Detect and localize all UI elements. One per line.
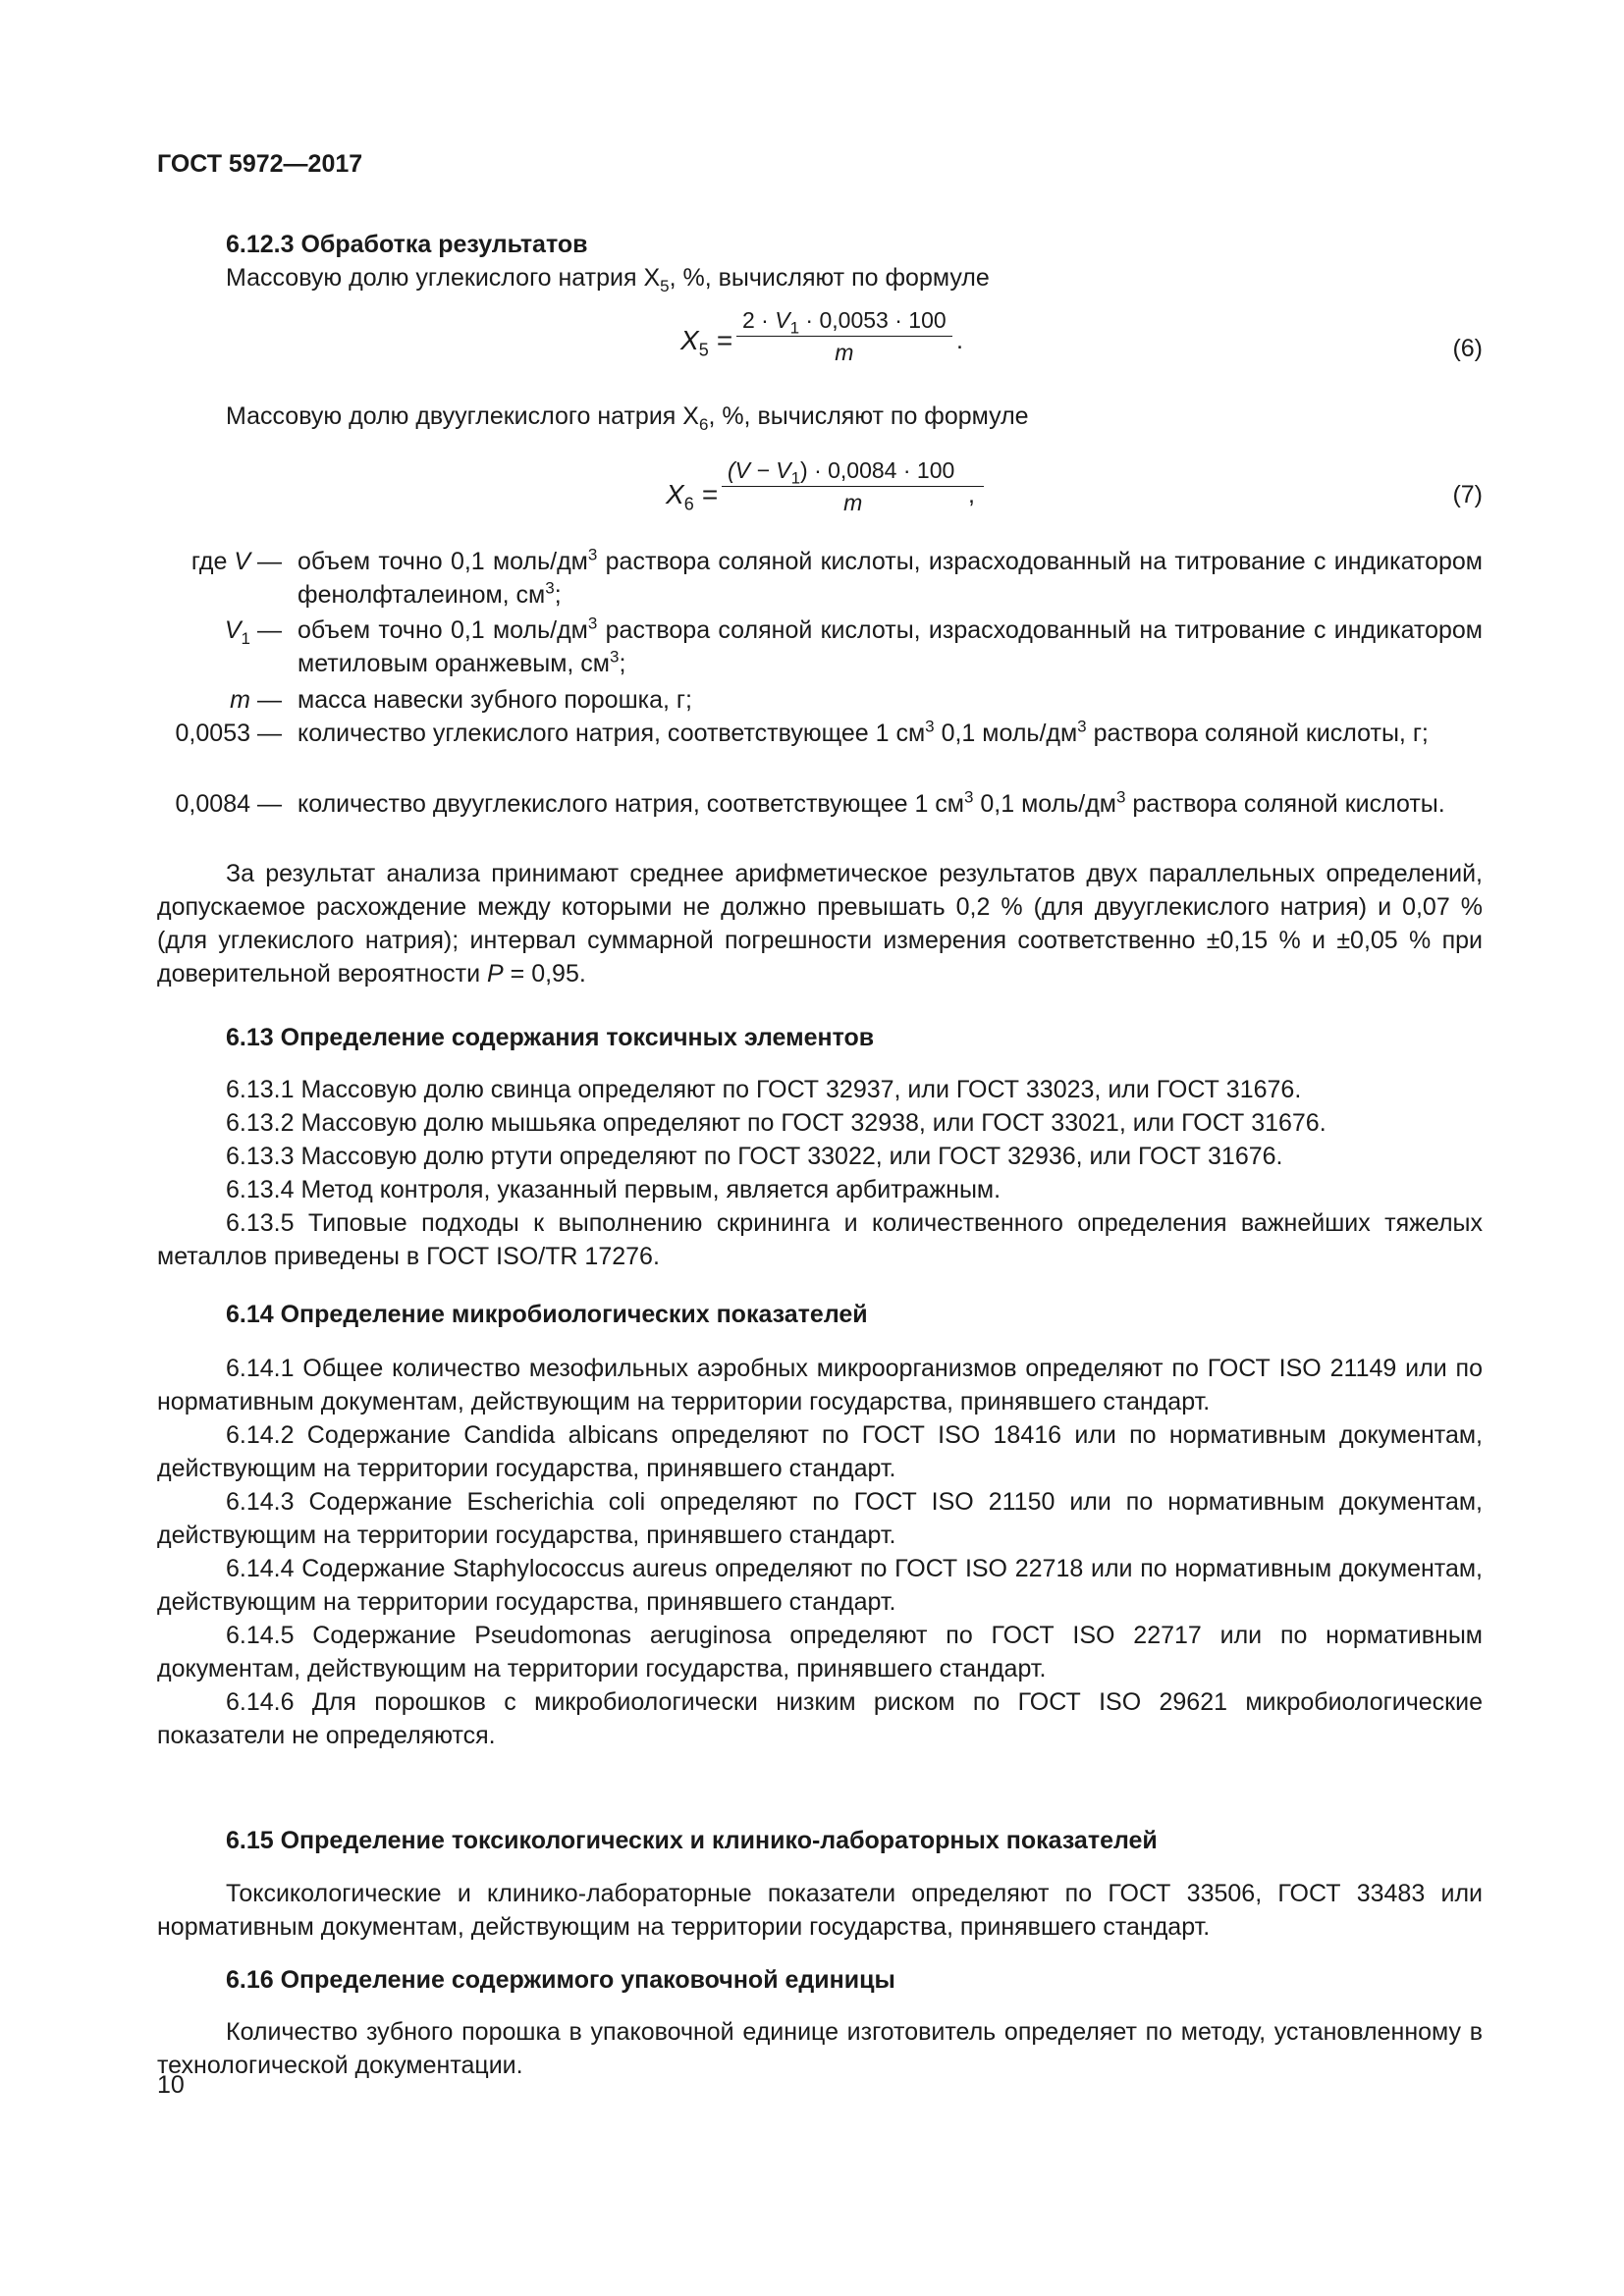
list-item: 6.14.6 Для порошков с микробиологически низким риском по ГОСТ ISO 29621 микробиологические показатели не определяются. bbox=[157, 1688, 1483, 1749]
formula-7-number: (7) bbox=[1452, 481, 1483, 508]
section-6-13-items bbox=[157, 1073, 1483, 1273]
formula-6-fraction: $\frac{2 \cdot V_1 \cdot 0,0053 \cdot 100}{m}$ bbox=[736, 306, 952, 366]
list-item: 6.14.1 Общее количество мезофильных аэробных микроорганизмов определяют по ГОСТ ISO 21149 или по нормативным документам, действующим на территории государства, принявшего стандарт. bbox=[157, 1355, 1483, 1415]
section-6-16-text: Количество зубного порошка в упаковочной единице изготовитель определяет по методу, установленному в технологической документации. bbox=[157, 2018, 1483, 2079]
section-6-16-title: 6.16 Определение содержимого упаковочной единицы bbox=[226, 1966, 895, 1994]
list-item: 6.14.2 Содержание Candida albicans определяют по ГОСТ ISO 18416 или по нормативным документам, действующим на территории государства, принявшего стандарт. bbox=[157, 1421, 1483, 1482]
formula-6-lhs: $X_5$ = bbox=[680, 325, 732, 360]
list-item: 6.13.5 Типовые подходы к выполнению скрининга и количественного определения важнейших тяжелых металлов приведены в ГОСТ ISO/TR 17276. bbox=[157, 1209, 1483, 1270]
where-item-0-0084: 0,0084 — количество двууглекислого натрия, соответствующее 1 $см^3$ 0,1 моль/$дм^3$ раствора соляной кислоты. bbox=[175, 787, 1445, 818]
section-6-12-3-title: 6.12.3 Обработка результатов bbox=[226, 231, 588, 258]
formula-7-intro: Массовую долю двууглекислого натрия $X_6$, %, вычисляют по формуле bbox=[226, 402, 1029, 434]
where-item-0-0053: 0,0053 — количество углекислого натрия, соответствующее 1 $см^3$ 0,1 моль/$дм^3$ раствора соляной кислоты, г; bbox=[175, 717, 1429, 747]
section-6-15-text: Токсикологические и клинико-лабораторные показатели определяют по ГОСТ 33506, ГОСТ 33483 или нормативным документам, действующим на территории государства, принявшего стандарт. bbox=[157, 1880, 1483, 1941]
formula-7: $X_6$ = $\frac{(V - V_1) \cdot 0,0084 \cdot 100}{m}$ , (7) bbox=[666, 457, 1483, 515]
section-6-13-title: 6.13 Определение содержания токсичных элементов bbox=[226, 1024, 875, 1051]
list-item: 6.14.4 Содержание Staphylococcus aureus определяют по ГОСТ ISO 22718 или по нормативным документам, действующим на территории государства, принявшего стандарт. bbox=[157, 1555, 1483, 1616]
formula-7-lhs: $X_6$ = bbox=[666, 479, 718, 514]
section-6-14-title: 6.14 Определение микробиологических показателей bbox=[226, 1301, 868, 1328]
document-header: ГОСТ 5972—2017 bbox=[157, 150, 363, 178]
section-6-15-title: 6.15 Определение токсикологических и клинико-лабораторных показателей bbox=[226, 1827, 1158, 1854]
page-number: 10 bbox=[157, 2071, 185, 2099]
formula-6-intro: Массовую долю углекислого натрия $X_5$, %, вычисляют по формуле bbox=[226, 264, 990, 295]
where-item-m: m — масса навески зубного порошка, г; bbox=[230, 686, 692, 714]
where-item-v1: $V_1$ — объем точно 0,1 моль/$дм^3$ раствора соляной кислоты, израсходованный на титрование с индикатором метиловым оранжевым, $см^3$; bbox=[224, 614, 1483, 677]
section-6-14-items bbox=[157, 1352, 1483, 1752]
result-paragraph: За результат анализа принимают среднее арифметическое результатов двух параллельных определений, допускаемое расхождение между которыми не должно превышать 0,2 % (для двууглекислого натрия) и 0,07 % (для углекислого натрия); интервал суммарной погрешности измерения соответственно ±0,15 % и ±0,05 % при доверительной вероятности P = 0,95. bbox=[157, 860, 1483, 988]
where-item-v: где V — объем точно 0,1 моль/$дм^3$ раствора соляной кислоты, израсходованный на титрование с индикатором фенолфталеином, $см^3$; bbox=[190, 545, 1483, 609]
formula-6-number: (6) bbox=[1452, 335, 1483, 362]
list-item: 6.13.1 Массовую долю свинца определяют по ГОСТ 32937, или ГОСТ 33023, или ГОСТ 31676. bbox=[226, 1076, 1302, 1103]
list-item: 6.13.4 Метод контроля, указанный первым, является арбитражным. bbox=[226, 1176, 1001, 1203]
list-item: 6.13.3 Массовую долю ртути определяют по ГОСТ 33022, или ГОСТ 32936, или ГОСТ 31676. bbox=[226, 1143, 1283, 1170]
formula-7-fraction: $\frac{(V - V_1) \cdot 0,0084 \cdot 100}{m}$ bbox=[722, 456, 984, 516]
formula-6: $X_5$ = $\frac{2 \cdot V_1 \cdot 0,0053 \cdot 100}{m}$ . (6) bbox=[680, 307, 1483, 365]
list-item: 6.14.3 Содержание Escherichia coli определяют по ГОСТ ISO 21150 или по нормативным документам, действующим на территории государства, принявшего стандарт. bbox=[157, 1488, 1483, 1549]
list-item: 6.14.5 Содержание Pseudomonas aeruginosa определяют по ГОСТ ISO 22717 или по нормативным документам, действующим на территории государства, принявшего стандарт. bbox=[157, 1622, 1483, 1682]
list-item: 6.13.2 Массовую долю мышьяка определяют по ГОСТ 32938, или ГОСТ 33021, или ГОСТ 31676. bbox=[226, 1109, 1326, 1137]
